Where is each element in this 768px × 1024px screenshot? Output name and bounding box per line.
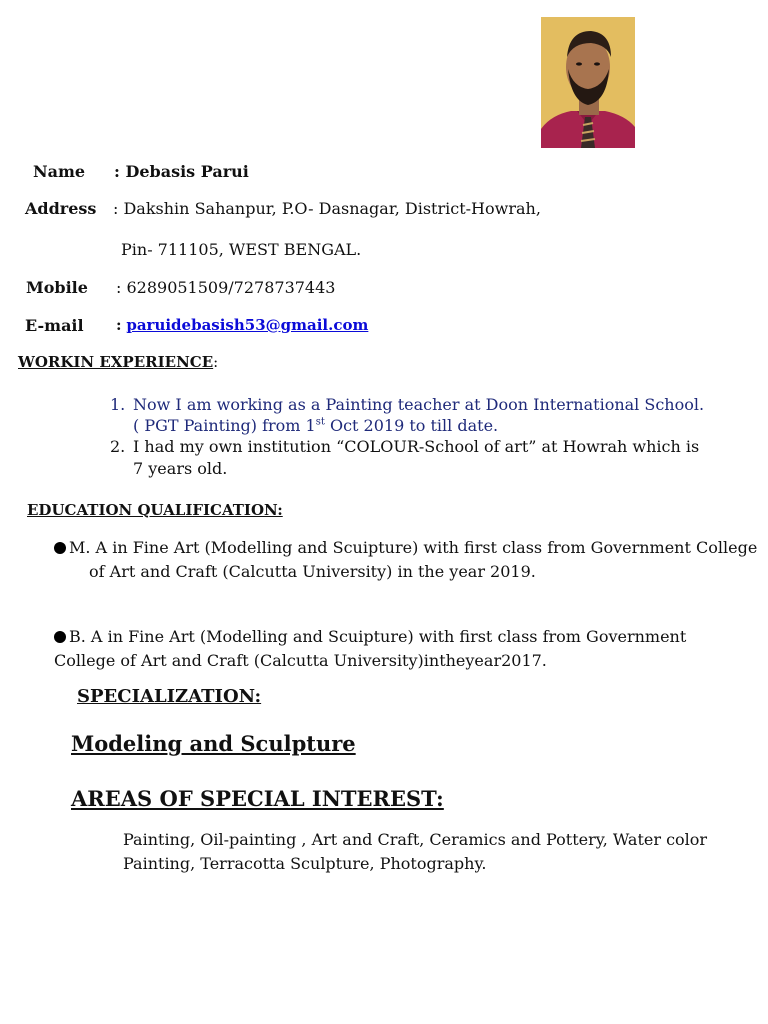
address-line-2: Pin- 711105, WEST BENGAL. [121, 240, 362, 259]
experience-heading-text: WORKIN EXPERIENCE [18, 353, 214, 371]
education-item-1-line-2: of Art and Craft (Calcutta University) in the year 2019. [89, 562, 536, 581]
experience-item-2-line-1: I had my own institution “COLOUR-School of art” at Howrah which is [133, 437, 700, 456]
education-heading: EDUCATION QUALIFICATION: [27, 501, 283, 519]
name-label: Name [33, 162, 86, 181]
experience-item-1-line-2 [133, 416, 498, 435]
education-item-1 [54, 538, 757, 557]
email-colon: : [116, 316, 122, 334]
experience-heading-colon: : [213, 353, 219, 371]
experience-item-2-line-2: 7 years old. [133, 459, 228, 478]
experience-item-1-date-post: Oct 2019 to till date. [324, 416, 499, 435]
email-row [116, 316, 368, 334]
experience-item-1-date-pre: ( PGT Painting) from 1 [133, 416, 316, 435]
experience-item-2-number: 2. [110, 437, 126, 456]
education-item-2 [54, 627, 686, 646]
experience-item-1-date-sup: st [315, 416, 325, 428]
email-link[interactable]: paruidebasish53@gmail.com [126, 316, 369, 334]
specialization-value: Modeling and Sculpture [71, 731, 356, 756]
education-item-1-line-1: M. A in Fine Art (Modelling and Scuipture) with first class from Government College [69, 538, 758, 557]
address-label: Address [25, 199, 97, 218]
education-item-2-line-1: B. A in Fine Art (Modelling and Scuipture) with first class from Government [69, 627, 687, 646]
bullet-icon [54, 631, 66, 643]
mobile-value: : 6289051509/7278737443 [116, 278, 336, 297]
education-item-2-line-2: College of Art and Craft (Calcutta University)intheyear2017. [54, 651, 547, 670]
specialization-heading: SPECIALIZATION: [77, 686, 262, 707]
bullet-icon [54, 542, 66, 554]
profile-photo [541, 17, 635, 148]
experience-item-1-line-1: Now I am working as a Painting teacher at Doon International School. [133, 395, 705, 414]
mobile-label: Mobile [26, 278, 88, 297]
portrait-illustration [541, 17, 635, 148]
interests-heading: AREAS OF SPECIAL INTEREST: [71, 786, 444, 811]
experience-item-1-number: 1. [110, 395, 126, 414]
name-value: : Debasis Parui [114, 162, 249, 181]
experience-heading [18, 353, 218, 371]
interests-line-1: Painting, Oil-painting , Art and Craft, Ceramics and Pottery, Water color [123, 830, 708, 849]
interests-line-2: Painting, Terracotta Sculpture, Photography. [123, 854, 487, 873]
address-line-1: : Dakshin Sahanpur, P.O- Dasnagar, District-Howrah, [113, 199, 541, 218]
email-label: E-mail [25, 316, 84, 335]
